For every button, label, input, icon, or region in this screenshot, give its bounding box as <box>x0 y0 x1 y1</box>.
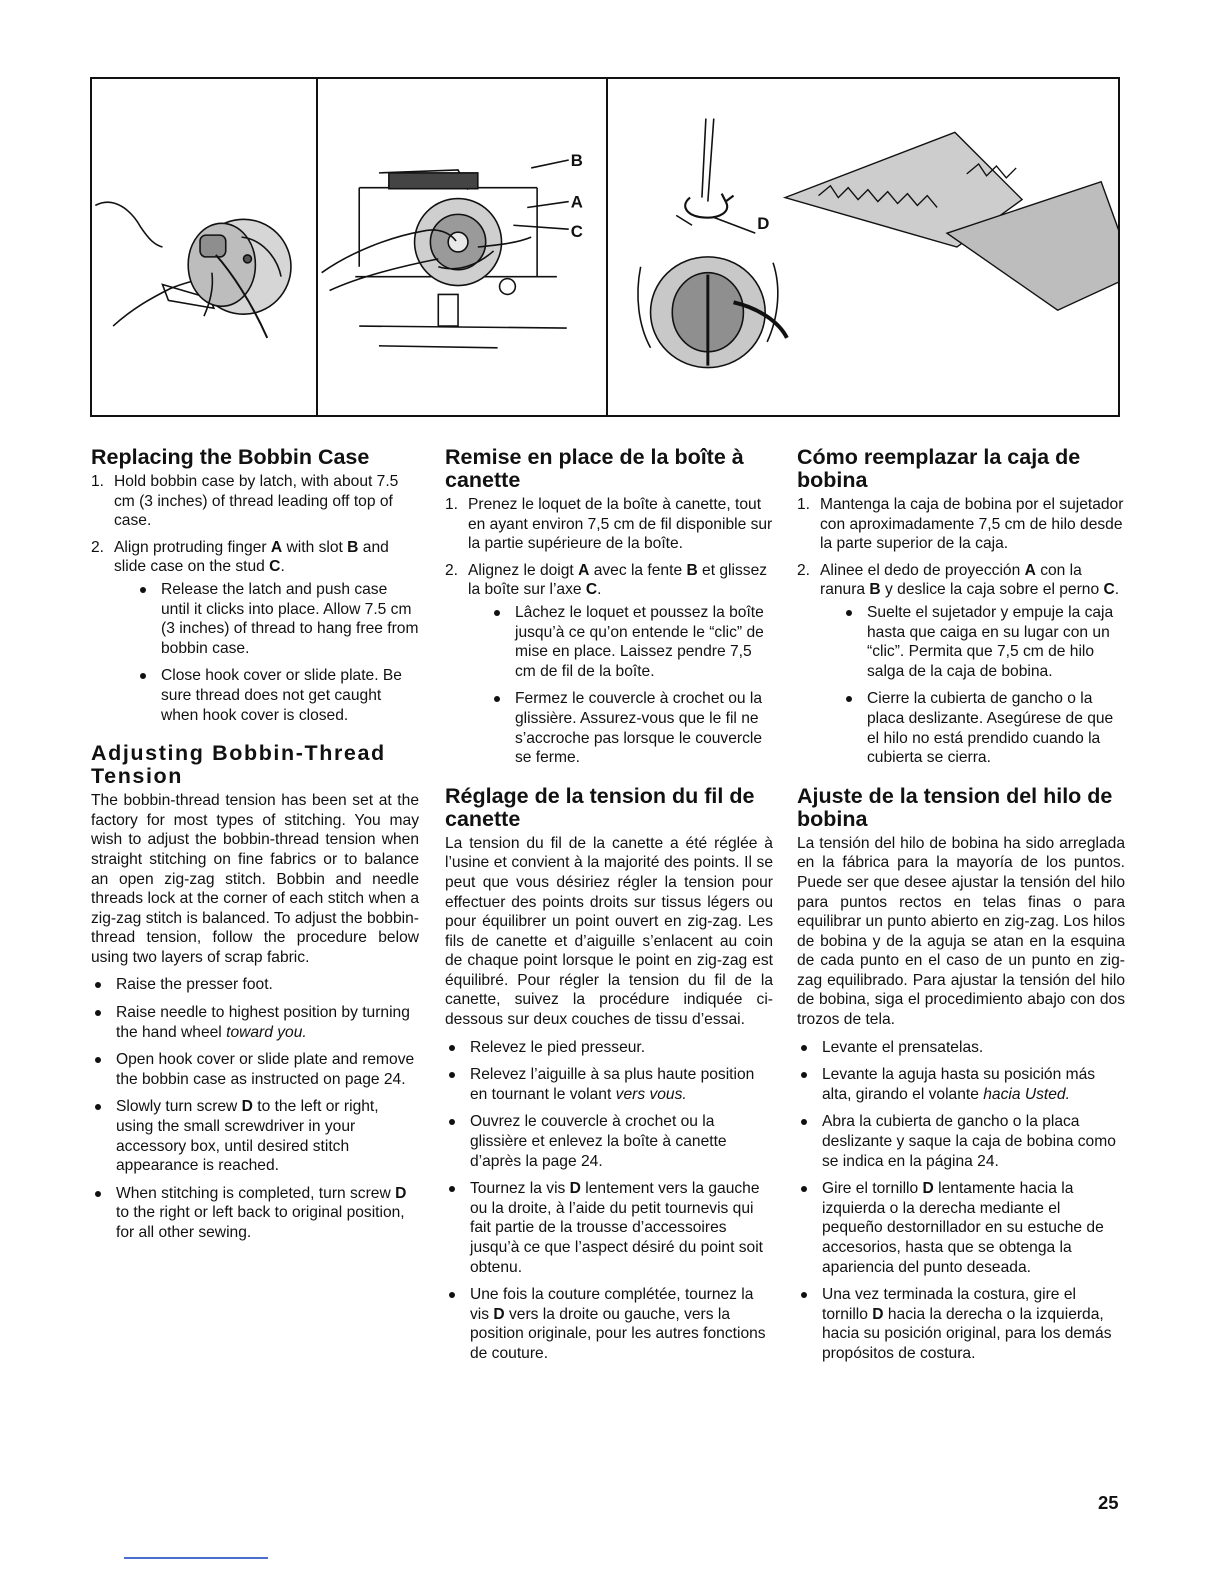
step-text: Hold bobbin case by latch, with about 7.5 cm (3 inches) of thread leading off top of case. <box>114 473 399 530</box>
remise-steps <box>445 495 773 768</box>
list-item: Release the latch and push case until it clicks into place. Allow 7.5 cm (3 inches) of thread to hang free from bobbin case. <box>136 580 419 658</box>
label-c: C <box>269 558 281 576</box>
list-item: Open hook cover or slide plate and remove the bobbin case as instructed on page 24. <box>91 1050 419 1089</box>
step-1 <box>797 495 1125 554</box>
callout-d: D <box>757 214 770 234</box>
label-c: C <box>1103 581 1115 599</box>
hand-holding-bobbin-case-drawing <box>92 79 316 415</box>
remise-en-place-heading: Remise en place de la boîte à canette <box>445 445 744 492</box>
reglage-tension-heading: Réglage de la tension du fil de canette <box>445 783 755 831</box>
illustration-hold-bobbin-case <box>92 79 318 415</box>
list-item: Une fois la couture complétée, tournez la vis D vers la droite ou gauche, vers la position originale, pour les autres fonctions de couture. <box>445 1285 773 1363</box>
step-text: Mantenga la caja de bobina por el sujetador con aproximadamente 7,5 cm de hilo desde la parte superior de la caja. <box>820 496 1124 553</box>
french-column <box>445 446 773 1372</box>
illustration-strip <box>90 77 1120 417</box>
callout-a: A <box>570 192 583 212</box>
como-reemplazar-heading: Cómo reemplazar la caja de bobina <box>797 445 1081 492</box>
replacing-steps <box>91 472 419 725</box>
label-d: D <box>493 1305 505 1323</box>
step-2: 2. Alignez le doigt A avec la fente B et glissez la boîte sur l’axe C. Lâchez le loquet et poussez la boîte jusqu’à ce qu’on entende le “clic” de mise en place. Laissez pendre 7,5 cm de fil de la boîte. Fermez le couvercle à crochet ou la glissière. Assurez-vous que le fil ne s’accroche pas lorsque le couvercle se ferme. <box>445 561 773 768</box>
label-a: A <box>270 538 283 556</box>
label-d: D <box>922 1180 934 1198</box>
bobbin-case-insertion-drawing <box>318 79 606 415</box>
list-item: Close hook cover or slide plate. Be sure thread does not get caught when hook cover is closed. <box>136 666 419 725</box>
label-d: D <box>872 1305 884 1323</box>
label-c: C <box>585 581 598 599</box>
ajuste-tension-heading: Ajuste de la tension del hilo de bobina <box>797 783 1113 831</box>
illustration-insert-bobbin-case <box>318 79 608 415</box>
list-item: Abra la cubierta de gancho o la placa deslizante y saque la caja de bobina como se indica en la página 24. <box>797 1112 1125 1171</box>
step-number: 2. <box>445 561 459 579</box>
list-item: Raise needle to highest position by turning the hand wheel toward you. <box>91 1003 419 1042</box>
reglage-steps <box>445 1038 773 1364</box>
list-item: Relevez l’aiguille à sa plus haute position en tournant le volant vers vous. <box>445 1065 773 1104</box>
label-b: B <box>686 561 698 579</box>
illustration-adjust-tension <box>608 79 1118 415</box>
list-item: Cierre la cubierta de gancho o la placa deslizante. Asegúrese de que el hilo no está prendido cuando la cubierta se cierra. <box>842 689 1125 767</box>
ajuste-steps <box>797 1038 1125 1364</box>
label-b: B <box>347 538 359 556</box>
step-number: 2. <box>91 538 105 556</box>
list-item: Slowly turn screw D to the left or right, using the small screwdriver in your accessory box, until desired stitch appearance is reached. <box>91 1097 419 1175</box>
list-item: Levante el prensatelas. <box>797 1038 1125 1058</box>
list-item: Ouvrez le couvercle à crochet ou la glissière et enlevez la boîte à canette d’après la page 24. <box>445 1112 773 1171</box>
list-item: Gire el tornillo D lentamente hacia la izquierda o la derecha mediante el pequeño destornillador en su estuche de accesorios, hasta que se obtenga la apariencia del punto deseada. <box>797 1179 1125 1277</box>
replacing-bobbin-case-heading: Replacing the Bobbin Case <box>91 445 370 469</box>
step-2: 2. Align protruding finger A with slot B and slide case on the stud C. Release the latch and push case until it clicks into place. Allow 7.5 cm (3 inches) of thread to hang free from bobbin case. Close hook cover or slide plate. Be sure thread does not get caught when hook cover is closed. <box>91 538 419 724</box>
step-2: 2. Alinee el dedo de proyección A con la ranura B y deslice la caja sobre el perno C. Suelte el sujetador y empuje la caja hasta que caiga en su lugar con un “clic”. Permita que 7,5 cm de hilo salga de la caja de bobina. Cierre la cubierta de gancho o la placa deslizante. Asegúrese de que el hilo no está prendido cuando la cubierta se cierra. <box>797 561 1125 768</box>
callout-c: C <box>570 222 583 242</box>
label-a: A <box>578 561 590 579</box>
list-item: Raise the presser foot. <box>91 975 419 995</box>
step-1 <box>445 495 773 554</box>
list-item: When stitching is completed, turn screw D to the right or left back to original position, for all other sewing. <box>91 1184 419 1243</box>
spanish-column <box>797 446 1125 1372</box>
english-column <box>91 446 419 1251</box>
step-1 <box>91 472 419 531</box>
label-d: D <box>395 1184 407 1202</box>
footer-rule <box>124 1557 268 1559</box>
adjusting-steps <box>91 975 419 1242</box>
step-number: 2. <box>797 561 811 579</box>
adjusting-intro: The bobbin-thread tension has been set at the factory for most types of stitching. You may wish to adjust the bobbin-thread tension when straight stitching on fine fabrics or to balance an open zig-zag stitch. Bobbin and needle threads lock at the corner of each stitch when a zig-zag stitch is balanced. To adjust the bobbin-thread tension, follow the procedure below using two layers of scrap fabric. <box>91 792 419 966</box>
list-item: Relevez le pied presseur. <box>445 1038 773 1058</box>
step-number: 1. <box>797 496 811 513</box>
list-item: Fermez le couvercle à crochet ou la glissière. Assurez-vous que le fil ne s’accroche pas lorsque le couvercle se ferme. <box>490 689 773 767</box>
page-number: 25 <box>1098 1492 1119 1513</box>
label-a: A <box>1024 561 1036 579</box>
step-2-bullets <box>468 603 773 768</box>
reglage-intro: La tension du fil de la canette a été réglée à l’usine et convient à la majorité des points. Il se peut que vous désiriez régler la tension pour effectuer des points droits sur tissus légers ou pour équilibrer un point ouvert en zig-zag. Les fils de canette et d’aiguille s’enlacent au coin de chaque point lorsque le point en zig-zag est équilibré. Pour régler la tension du fil de la canette, suivez la procédure indiquée ci-dessous sur deux couches de tissu d’essai. <box>445 834 773 1029</box>
list-item: Suelte el sujetador y empuje la caja hasta que caiga en su lugar con un “clic”. Permita que 7,5 cm de hilo salga de la caja de bobina. <box>842 603 1125 681</box>
step-text: Prenez le loquet de la boîte à canette, tout en ayant environ 7,5 cm de fil disponible sur la partie supérieure de la boîte. <box>468 496 773 553</box>
step-2-bullets <box>114 580 419 725</box>
label-d: D <box>569 1180 581 1198</box>
label-d: D <box>241 1098 253 1116</box>
list-item: Una vez terminada la costura, gire el tornillo D hacia la derecha o la izquierda, hacia su posición original, para los demás propósitos de costura. <box>797 1285 1125 1363</box>
step-2-bullets <box>820 603 1125 768</box>
adjusting-tension-heading: Adjusting Bobbin-Thread Tension <box>91 741 386 789</box>
label-b: B <box>869 581 881 599</box>
tension-screw-and-fabric-drawing <box>608 79 1118 415</box>
list-item: Tournez la vis D lentement vers la gauche ou la droite, à l’aide du petit tournevis qui fait partie de la trousse d’accessoires jusqu’à ce que l’aspect désiré du point soit obtenu. <box>445 1179 773 1277</box>
callout-b: B <box>570 150 583 170</box>
list-item: Lâchez le loquet et poussez la boîte jusqu’à ce qu’on entende le “clic” de mise en place. Laissez pendre 7,5 cm de fil de la boîte. <box>490 603 773 681</box>
reemplazar-steps <box>797 495 1125 768</box>
list-item: Levante la aguja hasta su posición más alta, girando el volante hacia Usted. <box>797 1065 1125 1104</box>
ajuste-intro: La tensión del hilo de bobina ha sido arreglada en la fábrica para la mayoría de los puntos. Puede ser que desee ajustar la tensión del hilo para puntos rectos en telas finas o para equilibrar un punto abierto en zig-zag. Los hilos de bobina y de la aguja se atan en la esquina de cada punto en el caso de un punto en zig-zag equilibrado. Para ajustar la tensión del hilo de bobina, siga el procedimiento abajo con dos trozos de tela. <box>797 834 1125 1029</box>
step-number: 1. <box>91 473 105 490</box>
step-number: 1. <box>445 496 459 513</box>
